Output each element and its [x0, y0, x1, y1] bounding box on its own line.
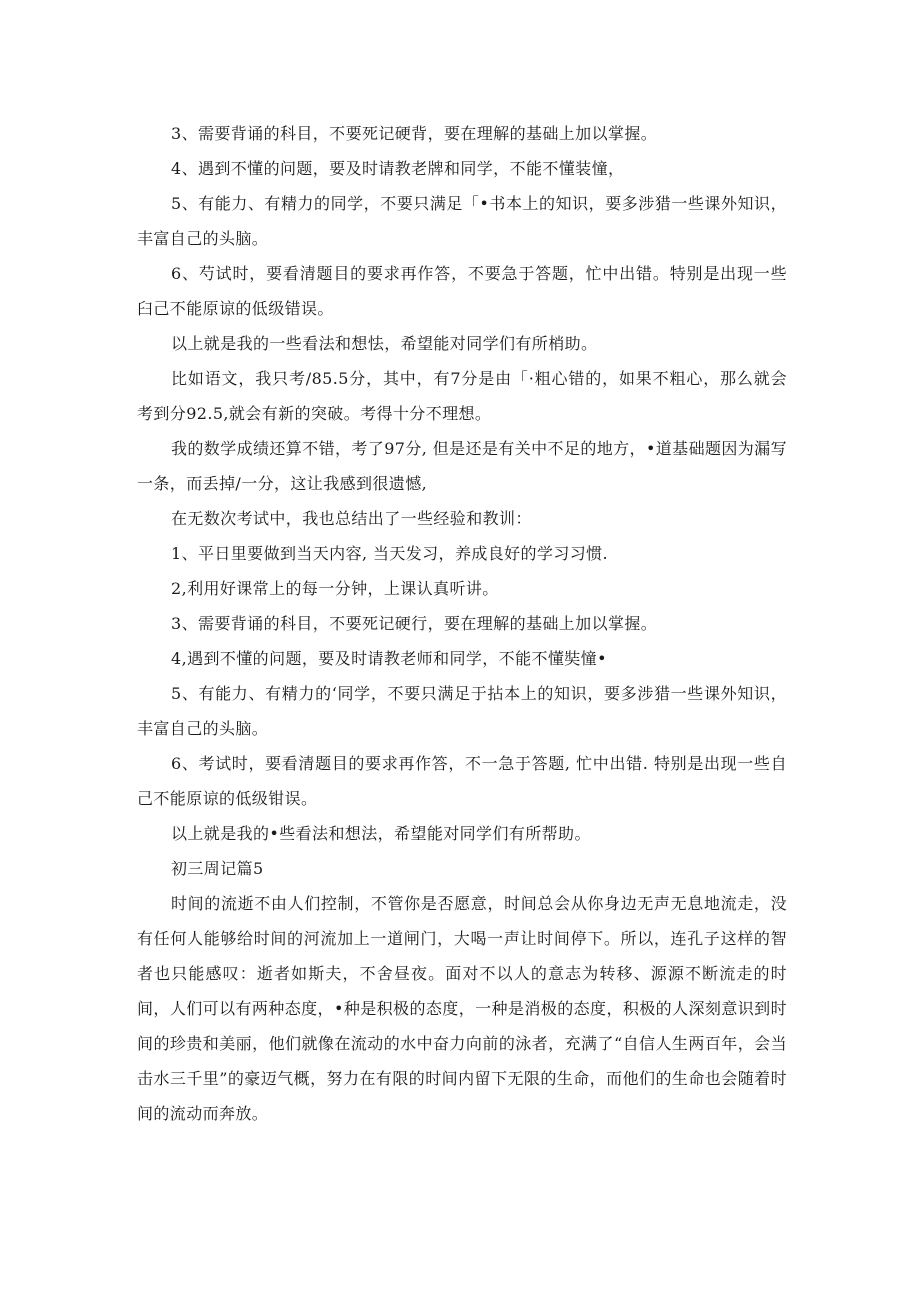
- paragraph: 2,利用好课常上的每一分钟，上课认真听讲。: [171, 579, 499, 598]
- paragraph: 以上就是我的一些看法和想怯，希望能对同学们有所梢助。: [171, 334, 598, 353]
- section-heading: 初三周记篇5: [171, 859, 264, 878]
- paragraph: 5、有能力、有精力的‘同学，不要只满足于拈本上的知识，要多涉猎一些课外知识，丰富自己的头脑。: [137, 684, 787, 738]
- paragraph: 我的数学成绩还算不错，考了97分, 但是还是有关中不足的地方，•道基础题因为漏写一条，而丢掉/一分，这让我感到很遗憾,: [137, 439, 787, 493]
- paragraph: 4,遇到不懂的问题，要及时请教老师和同学，不能不懂奘憧•: [171, 649, 607, 668]
- paragraph: 6、芍试时，要看清题目的要求再作答，不要急于答题，忙中出错。特别是出现一些臼己不能原谅的低级错误。: [137, 264, 787, 318]
- paragraph: 5、有能力、有精力的同学，不要只满足「•书本上的知识，要多涉猎一些课外知识，丰富自己的头脑。: [137, 194, 787, 248]
- paragraph: 以上就是我的•些看法和想法，希望能对同学们有所帮助。: [171, 824, 591, 843]
- paragraph: 4、遇到不懂的问题，要及时请教老牌和同学，不能不懂装憧，: [171, 159, 625, 178]
- paragraph: 1、平日里要做到当天内容, 当天发习，养成良好的学习习惯.: [171, 544, 609, 563]
- paragraph: 比如语文，我只考/85.5分，其中，有7分是由「·粗心错的，如果不粗心，那么就会考到分92.5,就会有新的突破。考得十分不理想。: [137, 369, 787, 423]
- paragraph: 6、考试时，要看清题目的要求再作答，不一急于答题, 忙中出错. 特别是出现一些自己不能原谅的低级钳误。: [137, 754, 787, 808]
- document-body: [137, 116, 787, 1131]
- paragraph: 3、需要背诵的科目，不要死记硬行，要在理解的基础上加以掌握。: [171, 614, 658, 633]
- paragraph: 在无数次考试中，我也总结出了一些经验和教训：: [171, 509, 532, 528]
- paragraph: 时间的流逝不由人们控制，不管你是否愿意，时间总会从你身边无声无息地流走，没有任何人能够给时间的河流加上一道闸门，大喝一声让时间停下。所以，连孔子这样的智者也只能感叹：逝者如斯夫，不舍昼夜。面对不以人的意志为转移、源源不断流走的时间，人们可以有两种态度，•种是积极的态度，一种是消极的态度，积极的人深刻意识到时间的珍贵和美丽，他们就像在流动的水中奋力向前的泳者，充满了“自信人生两百年，会当击水三千里”的豪迈气概，努力在有限的时间内留下无限的生命，而他们的生命也会随着时间的流动而奔放。: [137, 894, 787, 1123]
- paragraph: 3、需要背诵的科目，不要死记硬背，要在理解的基础上加以掌握。: [171, 124, 658, 143]
